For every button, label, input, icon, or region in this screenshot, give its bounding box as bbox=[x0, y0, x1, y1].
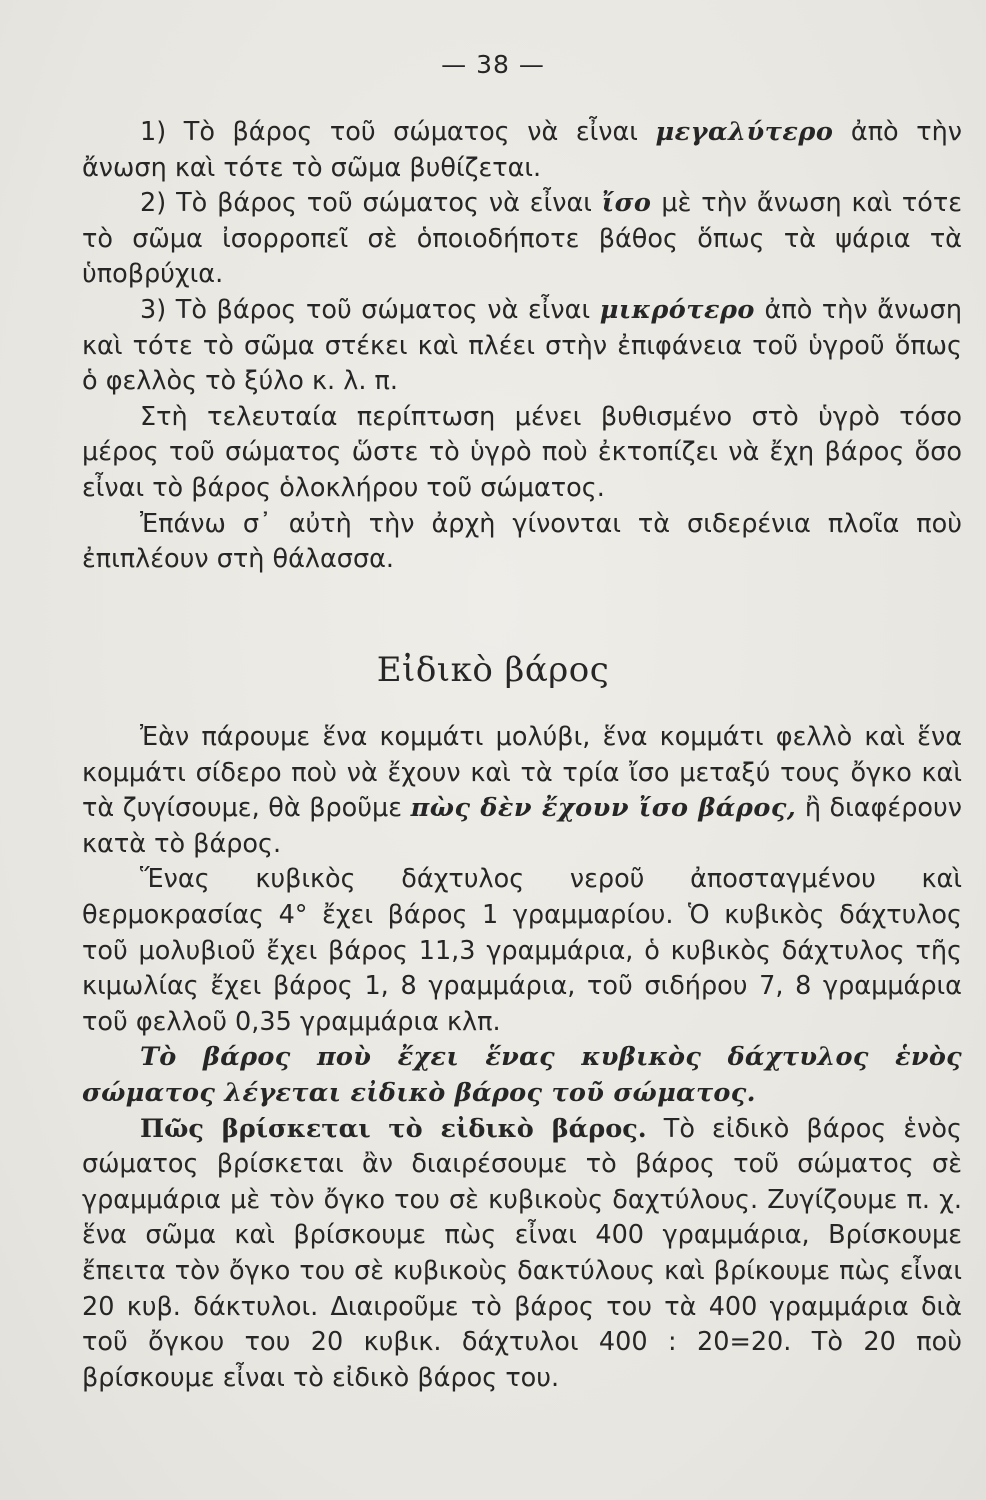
case-3-emphasis: μικρότερο bbox=[599, 294, 755, 325]
specific-weight-text bbox=[82, 720, 962, 1396]
case-2-text-start: 2) Τὸ βάρος τοῦ σώματος νὰ εἶναι bbox=[140, 188, 602, 219]
materials-emphasis: πὼς δὲν ἔχουν ἴσο βάρος, bbox=[410, 793, 797, 824]
buoyancy-cases-text bbox=[82, 115, 962, 578]
case-1-text-end: ἀπὸ τὴν ἄνωση καὶ τότε τὸ σῶμα βυθίζεται. bbox=[82, 117, 962, 183]
case-2-paragraph bbox=[82, 186, 962, 293]
last-case-paragraph: Στὴ τελευταία περίπτωση μένει βυθισμένο στὸ ὑγρὸ τόσο μέρος τοῦ σώματος ὥστε τὸ ὑγρὸ ποὺ ἐκτοπίζει νὰ ἔχη βάρος ὅσο εἶναι τὸ βάρος ὁλοκλήρου τοῦ σώματος. bbox=[82, 401, 962, 503]
case-2-emphasis: ἴσο bbox=[601, 188, 652, 219]
method-run-in-heading: Πῶς βρίσκεται τὸ εἰδικὸ βάρος. bbox=[140, 1113, 647, 1144]
case-3-text-start: 3) Τὸ βάρος τοῦ σώματος νὰ εἶναι bbox=[140, 294, 600, 325]
case-2-text-end: μὲ τὴν ἄνωση καὶ τότε τὸ σῶμα ἰσορροπεῖ σὲ ὁποιοδήποτε βάθος ὅπως τὰ ψάρια τὰ ὑποβρύχια. bbox=[82, 188, 962, 290]
page-number: — 38 — bbox=[441, 50, 545, 79]
materials-paragraph bbox=[82, 720, 962, 862]
case-1-paragraph bbox=[82, 115, 962, 186]
cubic-inch-weights-paragraph: Ἕνας κυβικὸς δάχτυλος νεροῦ ἀποσταγμένου καὶ θερμοκρασίας 4° ἔχει βάρος 1 γραμμαρίου. Ὁ κυβικὸς δάχτυλος τοῦ μολυβιοῦ ἔχει βάρος 11,3 γραμμάρια, ὁ κυβικὸς δάχτυλος τῆς κιμωλίας ἔχει βάρος 1, 8 γραμμάρια, τοῦ σιδήρου 7, 8 γραμμάρια τοῦ φελλοῦ 0,35 γραμμάρια κλπ. bbox=[82, 864, 962, 1037]
materials-text-end: ἢ διαφέρουν κατὰ τὸ βάρος. bbox=[82, 793, 962, 859]
section-heading: Εἰδικὸ βάρος bbox=[376, 650, 610, 690]
definition-paragraph: Τὸ βάρος ποὺ ἔχει ἕνας κυβικὸς δάχτυλος ἑνὸς σώματος λέγεται εἰδικὸ βάρος τοῦ σώματος. bbox=[82, 1042, 962, 1108]
ships-paragraph: Ἐπάνω σ᾽ αὐτὴ τὴν ἀρχὴ γίνονται τὰ σιδερένια πλοῖα ποὺ ἐπιπλέουν στὴ θάλασσα. bbox=[82, 508, 962, 575]
method-text: Τὸ εἰδικὸ βάρος ἑνὸς σώματος βρίσκεται ἂν διαιρέσουμε τὸ βάρος τοῦ σώματος σὲ γραμμάρια μὲ τὸν ὄγκο του σὲ κυβικοὺς δαχτύλους. Ζυγίζουμε π. χ. ἕνα σῶμα καὶ βρίσκουμε πὼς εἶναι 400 γραμμάρια, Βρίσκουμε ἔπειτα τὸν ὄγκο του σὲ κυβικοὺς δακτύλους καὶ βρίκουμε πὼς εἶναι 20 κυβ. δάκτυλοι. Διαιροῦμε τὸ βάρος του τὰ 400 γραμμάρια διὰ τοῦ ὄγκου του 20 κυβικ. δάχτυλοι 400 : 20=20. Τὸ 20 ποὺ βρίσκουμε εἶναι τὸ εἰδικὸ βάρος του. bbox=[82, 1113, 962, 1393]
method-paragraph bbox=[82, 1112, 962, 1397]
materials-text-start: Ἐὰν πάρουμε ἕνα κομμάτι μολύβι, ἕνα κομμάτι φελλὸ καὶ ἕνα κομμάτι σίδερο ποὺ νὰ ἔχουν καὶ τὰ τρία ἴσο μεταξύ τους ὄγκο καὶ τὰ ζυγίσουμε, θὰ βροῦμε bbox=[82, 722, 962, 824]
case-1-text-start: 1) Τὸ βάρος τοῦ σώματος νὰ εἶναι bbox=[140, 117, 656, 147]
case-3-text-end: ἀπὸ τὴν ἄνωση καὶ τότε τὸ σῶμα στέκει καὶ πλέει στὴν ἐπιφάνεια τοῦ ὑγροῦ ὅπως ὁ φελλὸς τὸ ξύλο κ. λ. π. bbox=[82, 294, 962, 397]
case-1-emphasis: μεγαλύτερο bbox=[655, 117, 834, 147]
case-3-paragraph bbox=[82, 293, 962, 400]
